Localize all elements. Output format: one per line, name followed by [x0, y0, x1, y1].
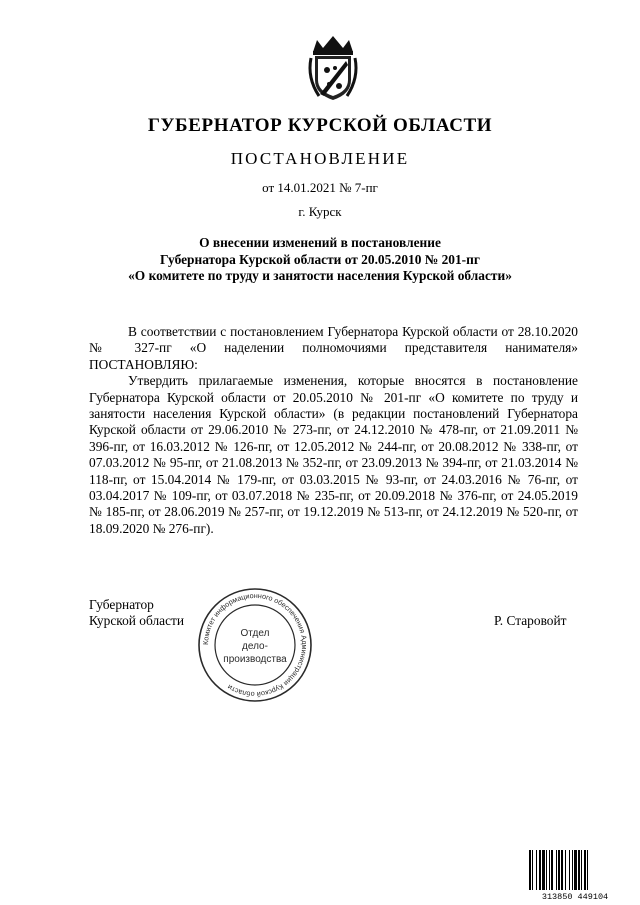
issuer-title: ГУБЕРНАТОР КУРСКОЙ ОБЛАСТИ — [147, 115, 493, 136]
barcode-bar — [529, 850, 531, 890]
signatory-position-line: Губернатор — [89, 597, 154, 612]
barcode-bar — [572, 850, 573, 890]
subject-line: «О комитете по труду и занятости населения Курской области» — [128, 268, 512, 283]
document-body — [89, 324, 578, 537]
subject-line: Губернатора Курской области от 20.05.2010 № 201-пг — [160, 251, 480, 267]
barcode-bar — [556, 850, 557, 890]
barcode-bar — [587, 850, 588, 890]
document-subject — [0, 235, 640, 285]
barcode-bar — [536, 850, 537, 890]
barcode-bar — [581, 850, 582, 890]
barcode-bar — [542, 850, 545, 890]
signatory-name: Р. Старовойт — [494, 613, 567, 628]
barcode-bar — [565, 850, 566, 890]
body-paragraph: Утвердить прилагаемые изменения, которые вносятся в постановление Губернатора Курской области от 20.05.2010 № 201-пг «О комитете по труду и занятости населения Курской области» (в редакции постановлений Губернатора Курской области от 29.06.2010 № 273-пг, от 24.12.2010 № 478-пг, от 21.09.2011 № 396-пг, от 16.03.2012 № 126-пг, от 12.05.2012 № 244-пг, от 20.08.2012 № 338-пг, от 07.03.2012 № 95-пг, от 21.08.2013 № 352-пг, от 23.09.2013 № 394-пг, от 21.03.2014 № 118-пг, от 15.04.2014 № 179-пг, от 03.03.2015 № 93-пг, от 24.03.2016 № 76-пг, от 03.04.2017 № 109-пг, от 03.07.2018 № 235-пг, от 20.09.2018 № 376-пг, от 24.05.2019 № 185-пг, от 28.06.2019 № 257-пг, от 19.12.2019 № 513-пг, от 24.12.2019 № 520-пг, от 18.09.2020 № 276-пг). — [89, 373, 578, 536]
barcode-bar — [539, 850, 541, 890]
signatory-position — [89, 597, 184, 630]
stamp-ring-text: Комитет информационного обеспечения Администрации Курской области — [200, 590, 310, 700]
body-paragraph: В соответствии с постановлением Губернатора Курской области от 28.10.2020 № 327-пг «О наделении полномочиями представителя нанимателя» ПОСТАНОВЛЯЮ: — [89, 324, 578, 372]
office-stamp — [196, 586, 314, 704]
document-city: г. Курск — [298, 204, 342, 219]
document-type: ПОСТАНОВЛЕНИЕ — [230, 149, 410, 168]
barcode-bar — [574, 850, 577, 890]
stamp-center-text: Отдел — [240, 628, 270, 639]
barcode-bar — [578, 850, 580, 890]
barcode-bar — [546, 850, 547, 890]
signatory-position-line: Курской области — [89, 613, 185, 629]
barcode-bar — [549, 850, 550, 890]
stamp-center-text: производства — [223, 654, 287, 665]
barcode-bar — [561, 850, 563, 890]
document-barcode — [527, 849, 623, 901]
barcode-bar — [532, 850, 533, 890]
subject-line: О внесении изменений в постановление — [199, 235, 441, 250]
barcode-bar — [569, 850, 570, 890]
barcode-number: 313850 449104 — [541, 892, 609, 901]
barcode-bar — [551, 850, 553, 890]
coat-of-arms-emblem — [305, 34, 361, 102]
document-date-number: от 14.01.2021 № 7-пг — [262, 180, 378, 195]
barcode-bar — [584, 850, 586, 890]
barcode-bar — [558, 850, 560, 890]
stamp-center-text: дело- — [242, 641, 268, 652]
